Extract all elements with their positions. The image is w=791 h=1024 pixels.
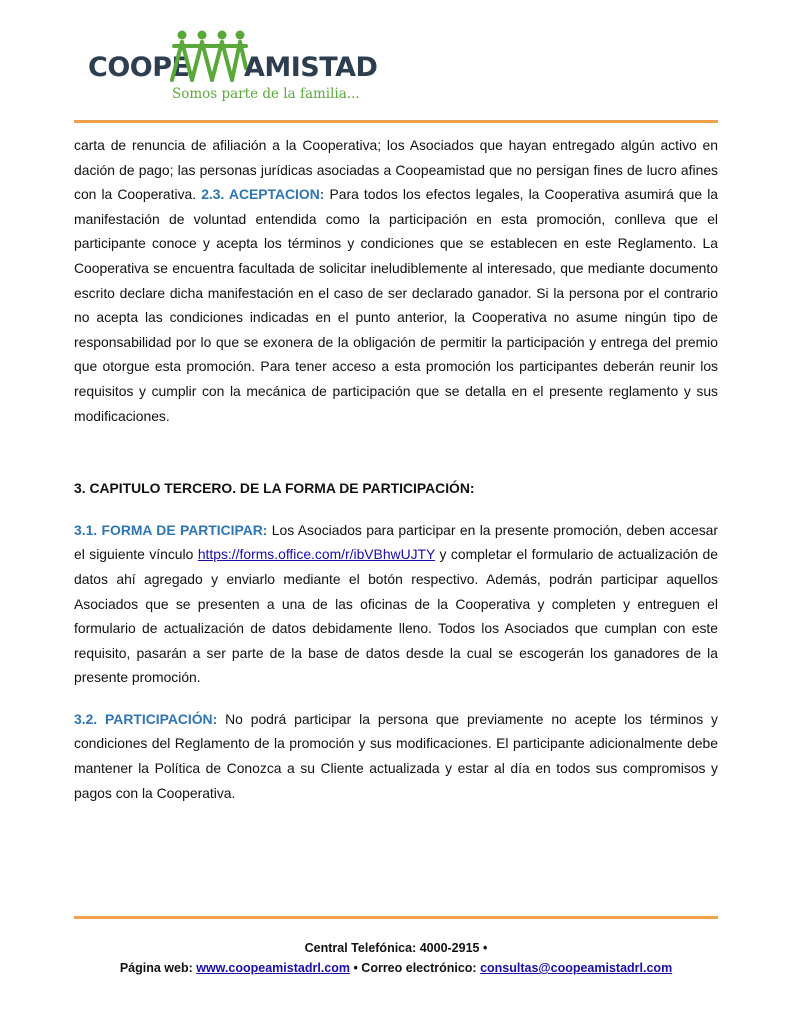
paragraph-text: No podrá participar la persona que previamente no acepte los términos y condiciones del Reglamento de la promoción y sus modificaciones. El participante adicionalmente debe mantener la Política de Conozca a su Cliente actualizada y estar al día en todos sus compromisos y pagos con la Cooperativa. bbox=[74, 710, 718, 801]
paragraph-text: y completar el formulario de actualización de datos ahí agregado y enviarlo mediante el botón respectivo. Además, podrán participar aquellos Asociados que se presenten a una de las oficinas de la Cooperativa y completen y entreguen el formulario de actualización de datos debidamente lleno. Todos los Asociados que cumplan con este requisito, pasarán a ser parte de la base de datos desde la cual se escogerán los ganadores de la presente promoción. bbox=[74, 546, 718, 686]
paragraph-3-2 bbox=[74, 707, 718, 805]
logo-text-left: COOPE bbox=[88, 52, 190, 83]
chapter-heading: 3. CAPITULO TERCERO. DE LA FORMA DE PARTICIPACIÓN: bbox=[74, 480, 475, 497]
header-divider bbox=[74, 120, 718, 123]
website-link[interactable]: www.coopeamistadrl.com bbox=[196, 961, 350, 975]
footer bbox=[74, 938, 718, 978]
people-figures-icon bbox=[168, 28, 248, 84]
coopeamistad-logo bbox=[88, 28, 378, 104]
paragraph-text: carta de renuncia de afiliación a la Cooperativa; los Asociados que hayan entregado algún activo en dación de pago; las personas jurídicas asociadas a Coopeamistad que no persigan fines de lucro afines con la Cooperativa. bbox=[74, 137, 718, 203]
paragraph-2-3 bbox=[74, 133, 718, 428]
paragraph-text: Los Asociados para participar en la presente promoción, deben accesar el siguiente vínculo bbox=[74, 521, 718, 563]
footer-phone: Central Telefónica: 4000-2915 • bbox=[304, 941, 488, 955]
forms-link[interactable]: https://forms.office.com/r/ibVBhwUJTY bbox=[197, 546, 436, 563]
paragraph-text: Para todos los efectos legales, la Cooperativa asumirá que la manifestación de voluntad entendida como la participación en esta promoción, conlleva que el participante conoce y acepta los términos y condiciones que se establecen en este Reglamento. La Cooperativa se encuentra facultada de solicitar ineludiblemente al interesado, que mediante documento escrito declare dicha manifestación en el caso de ser declarado ganador. Si la persona por el contrario no acepta las condiciones indicadas en el punto anterior, la Cooperativa no asume ningún tipo de responsabilidad por lo que se exonera de la obligación de permitir la participación y entrega del premio que otorgue esta promoción. Para tener acceso a esta promoción los participantes deberán reunir los requisitos y cumplir con la mecánica de participación que se detalla en el presente reglamento y sus modificaciones. bbox=[74, 186, 718, 424]
footer-contact-line bbox=[74, 958, 718, 978]
section-label-2-3: 2.3. ACEPTACION: bbox=[201, 186, 325, 203]
logo-text-right: AMISTAD bbox=[244, 52, 378, 83]
section-label-3-1: 3.1. FORMA DE PARTICIPAR: bbox=[74, 521, 268, 538]
footer-email-label: • Correo electrónico: bbox=[349, 961, 481, 975]
document-body bbox=[74, 133, 718, 805]
footer-web-label: Página web: bbox=[119, 961, 197, 975]
paragraph-3-1 bbox=[74, 518, 718, 690]
email-link[interactable]: consultas@coopeamistadrl.com bbox=[480, 961, 673, 975]
footer-divider bbox=[74, 916, 718, 919]
section-label-3-2: 3.2. PARTICIPACIÓN: bbox=[74, 710, 218, 727]
logo-tagline: Somos parte de la familia... bbox=[172, 86, 360, 102]
